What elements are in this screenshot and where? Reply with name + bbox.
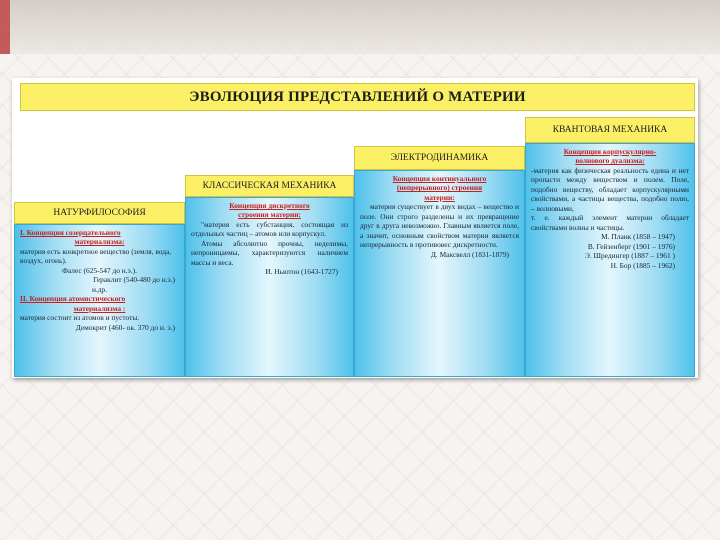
- quantum-author: В. Гейзенберг (1901 – 1976): [587, 241, 675, 251]
- quantum-concept-line1: Концепция корпускулярно-: [563, 147, 657, 156]
- naturphilosophy-concept2-line1: II. Концепция атомистического: [20, 294, 126, 304]
- quantum-text2: т. е. каждый элемент материи обладает свойствами волны и частицы.: [531, 213, 689, 232]
- naturphilosophy-body: [14, 224, 185, 377]
- classical-author: И. Ньютон (1643-1727): [265, 267, 338, 277]
- naturphilosophy-concept1-line2: материализма:: [74, 237, 125, 247]
- quantum-mechanics-heading: КВАНТОВАЯ МЕХАНИКА: [525, 117, 695, 143]
- quantum-mechanics-body: [525, 143, 695, 377]
- naturphilosophy-text1: материя есть конкретное вещество (земля, вода, воздух, огонь).: [20, 246, 172, 266]
- electrodynamics-body: [354, 170, 525, 377]
- naturphilosophy-author1: Фалес (625-547 до н.э.).: [62, 265, 137, 275]
- naturphilosophy-author3: Демокрит (460- ок. 370 до н. э.): [75, 322, 175, 332]
- classical-concept-line1: Концепция дискретного: [229, 201, 310, 210]
- quantum-author: Э. Шредингер (1887 – 1961 ): [584, 251, 675, 261]
- naturphilosophy-concept2-line2: материализма :: [73, 303, 126, 313]
- page-title: ЭВОЛЮЦИЯ ПРЕДСТАВЛЕНИЙ О МАТЕРИИ: [20, 83, 695, 111]
- naturphilosophy-etc: и.др.: [91, 284, 108, 294]
- quantum-author: М. Планк (1858 – 1947): [601, 232, 675, 242]
- electro-concept-line1: Концепция континуального: [392, 174, 487, 183]
- electro-concept-line2: (непрерывного) строения: [396, 183, 483, 193]
- quantum-authors-list: [531, 232, 689, 270]
- classical-concept-line2: строения материи:: [238, 210, 301, 220]
- quantum-text1: -материя как физическая реальность едина и нет пропасти между веществом и полем. Поле, подобно веществу, обладает корпускулярными свойствами, а частицы вещества, подобно полю, – волновыми,: [531, 165, 689, 213]
- classical-mechanics-body: [185, 197, 354, 377]
- classical-mechanics-heading: КЛАССИЧЕСКАЯ МЕХАНИКА: [185, 175, 354, 197]
- electro-text: материя существует в двух видах – вещество и поле. Они строго разделены и их превращение друг в друга невозможно. Главным является поле, а значит, основным свойством материи является непрерывность в противовес дискретности.: [360, 202, 519, 250]
- naturphilosophy-concept1-line1: I. Концепция созерцательного: [20, 228, 121, 237]
- classical-text1: "материя есть субстанция, состоящая из отдельных частиц – атомов или корпускул.: [191, 219, 348, 239]
- naturphilosophy-author2: Гераклит (540-480 до н.э.): [93, 275, 175, 285]
- classical-text2: Атомы абсолютно прочны, неделимы, непроницаемы, характеризуются наличием массы и веса.: [191, 238, 348, 267]
- decorative-header-band: [0, 0, 720, 54]
- naturphilosophy-text2: материя состоит из атомов и пустоты.: [20, 313, 140, 323]
- naturphilosophy-heading: НАТУРФИЛОСОФИЯ: [14, 202, 185, 224]
- electro-concept-line3: материи:: [424, 192, 455, 202]
- quantum-author: Н. Бор (1885 – 1962): [610, 260, 675, 270]
- electro-author: Д. Максвелл (1831-1879): [430, 249, 509, 259]
- quantum-concept-line2: волнового дуализма:: [575, 156, 645, 166]
- electrodynamics-heading: ЭЛЕКТРОДИНАМИКА: [354, 146, 525, 170]
